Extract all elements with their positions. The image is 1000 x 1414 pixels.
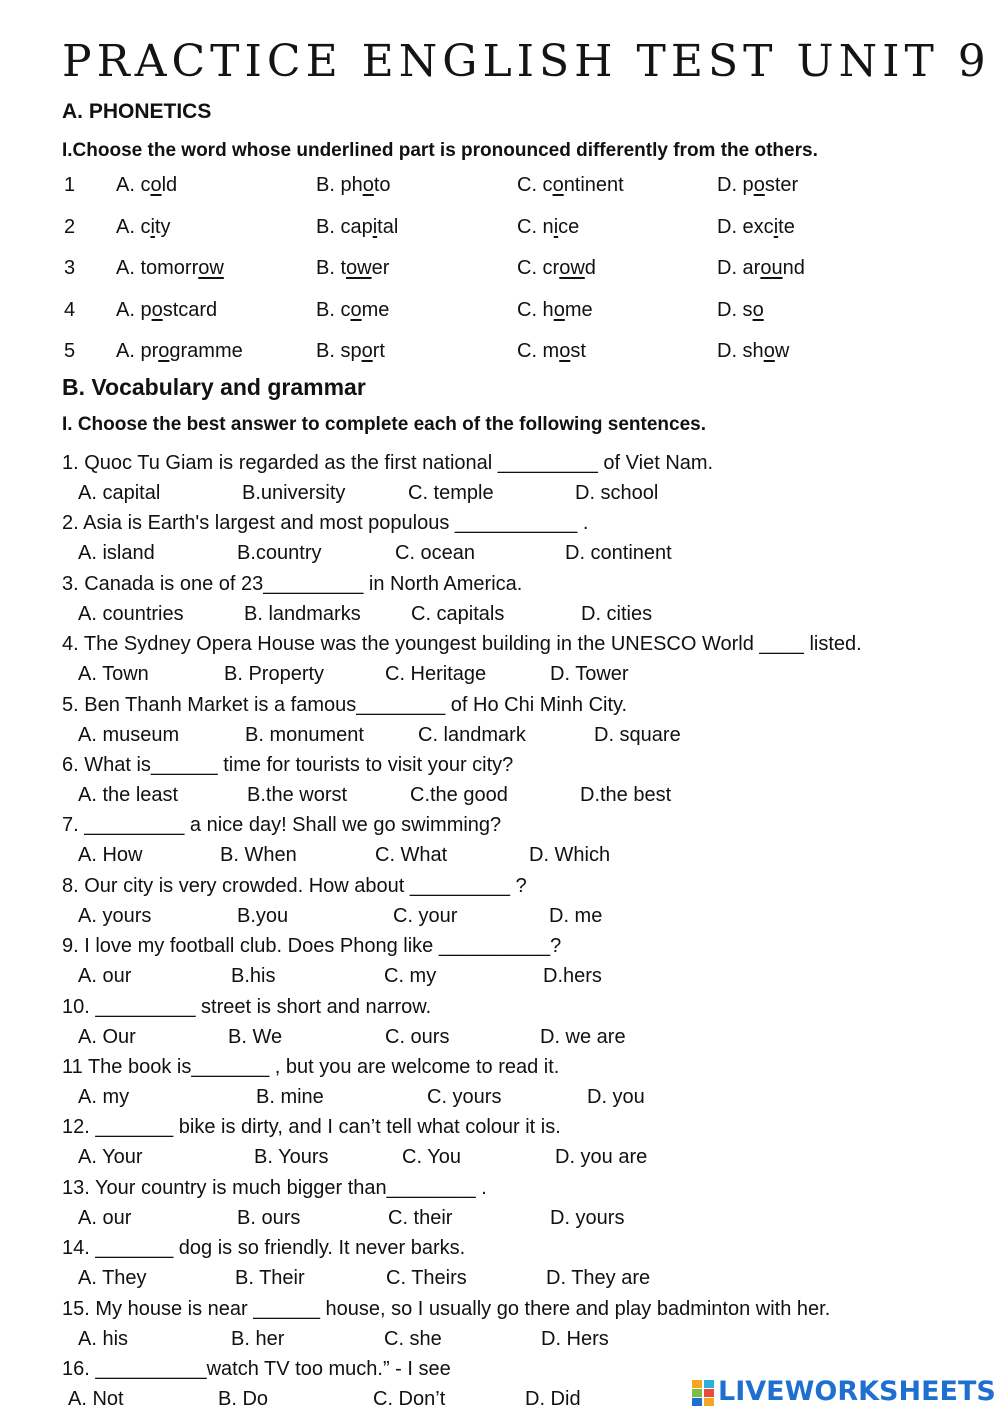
underlined-sound: o <box>350 298 362 321</box>
answer-options <box>78 903 978 929</box>
answer-option[interactable]: B. Property <box>224 663 325 686</box>
underlined-sound: i <box>150 215 155 238</box>
answer-option[interactable]: B. When <box>220 844 297 867</box>
answer-option[interactable]: A. island <box>78 542 155 565</box>
answer-options <box>78 601 978 627</box>
answer-option[interactable]: C. Heritage <box>385 663 487 686</box>
section-a-heading: A. PHONETICS <box>62 100 212 123</box>
answer-options <box>78 480 978 506</box>
phonetics-option: D. so <box>717 298 764 321</box>
underlined-sound: ow <box>198 257 224 279</box>
answer-option[interactable]: D. Tower <box>550 663 629 686</box>
answer-options <box>78 1205 978 1231</box>
underlined-sound: ow <box>559 257 585 279</box>
phonetics-option: C. most <box>517 340 586 362</box>
answer-option[interactable]: C. my <box>384 965 437 988</box>
underlined-sound: i <box>553 215 559 238</box>
answer-option[interactable]: B. her <box>231 1327 285 1350</box>
answer-option[interactable]: D. yours <box>550 1206 625 1229</box>
answer-option[interactable]: A. our <box>78 1206 132 1229</box>
phonetics-option: A. cold <box>116 174 178 196</box>
underlined-sound: o <box>158 340 170 362</box>
answer-options <box>78 1326 978 1352</box>
answer-option[interactable]: C. What <box>375 844 448 867</box>
answer-option[interactable]: A. yours <box>78 904 152 927</box>
phonetics-option: B. tower <box>316 257 390 279</box>
phonetics-option: C. continent <box>517 174 624 196</box>
question-text: 15. My house is near ______ house, so I usually go there and play badminton with her. <box>62 1297 831 1320</box>
question-text: 16. __________watch TV too much.” - I see <box>62 1358 451 1380</box>
answer-option[interactable]: D. school <box>575 482 659 504</box>
section-b-instruction: I. Choose the best answer to complete each of the following sentences. <box>62 414 707 435</box>
answer-option[interactable]: D. you <box>587 1086 645 1108</box>
underlined-sound: o <box>362 174 374 196</box>
question-text: 6. What is______ time for tourists to visit your city? <box>62 754 514 776</box>
phonetics-row-number: 2 <box>64 215 76 238</box>
answer-options <box>78 1084 978 1110</box>
answer-option[interactable]: A. How <box>78 844 143 867</box>
answer-option[interactable]: C. landmark <box>418 723 526 746</box>
phonetics-option: B. capital <box>316 215 399 238</box>
question-text: 4. The Sydney Opera House was the youngest building in the UNESCO World ____ listed. <box>62 633 862 656</box>
phonetics-option: A. city <box>116 215 171 238</box>
phonetics-row-number: 5 <box>64 340 76 362</box>
question-text: 14. _______ dog is so friendly. It never barks. <box>62 1237 466 1260</box>
question-text: 3. Canada is one of 23_________ in North America. <box>62 572 523 595</box>
phonetics-option: B. photo <box>316 174 391 196</box>
answer-option[interactable]: D. Which <box>529 844 611 867</box>
answer-option[interactable]: B. We <box>228 1025 283 1048</box>
answer-options <box>78 842 978 868</box>
underlined-sound: o <box>151 298 163 321</box>
answer-option[interactable]: B.country <box>237 542 322 565</box>
answer-option[interactable]: A. Not <box>68 1388 124 1410</box>
question-text: 10. _________ street is short and narrow. <box>62 995 432 1018</box>
page-title: PRACTICE ENGLISH TEST UNIT 9 <box>62 36 991 87</box>
question-text: 2. Asia is Earth's largest and most populous ___________ . <box>62 512 589 535</box>
section-b-heading: B. Vocabulary and grammar <box>62 374 366 400</box>
liveworksheets-logo-icon <box>692 1380 714 1406</box>
answer-option[interactable]: B.his <box>231 965 276 988</box>
answer-options <box>78 1144 978 1170</box>
underlined-sound: o <box>553 298 565 321</box>
answer-options <box>78 963 978 989</box>
liveworksheets-logo-text: LIVEWORKSHEETS <box>718 1376 996 1407</box>
answer-option[interactable]: B.university <box>242 482 346 504</box>
answer-option[interactable]: C. capitals <box>411 602 505 625</box>
answer-options <box>78 1024 978 1050</box>
answer-option[interactable]: C. temple <box>408 482 494 504</box>
question-text: 1. Quoc Tu Giam is regarded as the first national _________ of Viet Nam. <box>62 452 714 474</box>
answer-options <box>78 540 978 566</box>
answer-option[interactable]: B. Yours <box>254 1146 329 1169</box>
answer-option[interactable]: C. You <box>402 1146 461 1169</box>
answer-option[interactable]: C. their <box>388 1206 453 1229</box>
answer-option[interactable]: A. They <box>78 1267 147 1290</box>
phonetics-option: C. home <box>517 298 593 321</box>
underlined-sound: o <box>559 340 571 362</box>
answer-option[interactable]: B. Their <box>235 1267 305 1290</box>
answer-option[interactable]: A. Your <box>78 1146 143 1169</box>
answer-option[interactable]: C. your <box>393 904 458 927</box>
phonetics-option: A. tomorrow <box>116 257 224 279</box>
question-text: 7. _________ a nice day! Shall we go swimming? <box>62 814 502 837</box>
phonetics-option: B. come <box>316 298 390 321</box>
answer-option[interactable]: C. Don’t <box>373 1388 446 1410</box>
answer-option[interactable]: A. Our <box>78 1025 136 1048</box>
answer-option[interactable]: D. Hers <box>541 1327 609 1350</box>
answer-option[interactable]: D.hers <box>543 965 602 988</box>
answer-option[interactable]: C. yours <box>427 1086 502 1108</box>
underlined-sound: o <box>552 174 564 196</box>
answer-option[interactable]: B. monument <box>245 723 364 746</box>
answer-option[interactable]: D. cities <box>581 602 653 625</box>
answer-option[interactable]: D. Did <box>525 1388 581 1410</box>
underlined-sound: o <box>752 298 764 321</box>
underlined-sound: o <box>763 340 775 362</box>
answer-option[interactable]: B. ours <box>237 1206 301 1229</box>
answer-option[interactable]: A. capital <box>78 482 161 504</box>
question-text: 11 The book is_______ , but you are welcome to read it. <box>62 1056 560 1078</box>
answer-option[interactable]: D. you are <box>555 1146 648 1169</box>
answer-option[interactable]: D. continent <box>565 542 672 565</box>
underlined-sound: o <box>753 174 765 196</box>
phonetics-option: D. show <box>717 340 790 362</box>
phonetics-option: D. around <box>717 257 805 279</box>
answer-option[interactable]: B.the worst <box>247 784 348 806</box>
underlined-sound: ou <box>760 257 783 279</box>
phonetics-row-number: 4 <box>64 298 76 321</box>
answer-option[interactable]: B. mine <box>256 1086 324 1108</box>
answer-option[interactable]: A. his <box>78 1327 129 1350</box>
question-text: 12. _______ bike is dirty, and I can’t tell what colour it is. <box>62 1116 561 1139</box>
answer-option[interactable]: B. landmarks <box>244 602 361 625</box>
answer-option[interactable]: C. ours <box>385 1025 450 1048</box>
answer-option[interactable]: D. me <box>549 904 603 927</box>
answer-options <box>78 661 978 687</box>
answer-option[interactable]: C. she <box>384 1327 442 1350</box>
question-text: 9. I love my football club. Does Phong like __________? <box>62 935 562 958</box>
phonetics-option: C. crowd <box>517 257 596 279</box>
answer-option[interactable]: D. They are <box>546 1267 651 1290</box>
underlined-sound: ow <box>346 257 372 279</box>
answer-option[interactable]: C. Theirs <box>386 1267 467 1290</box>
question-text: 13. Your country is much bigger than________ . <box>62 1176 487 1199</box>
underlined-sound: o <box>150 174 162 196</box>
answer-option[interactable]: A. the least <box>78 784 179 806</box>
underlined-sound: i <box>372 215 378 238</box>
answer-options <box>78 1265 978 1291</box>
answer-option[interactable]: A. museum <box>78 723 180 746</box>
phonetics-row-number: 3 <box>64 257 76 279</box>
answer-option[interactable]: A. countries <box>78 602 184 625</box>
answer-option[interactable]: B.you <box>237 904 289 927</box>
phonetics-option: B. sport <box>316 340 385 362</box>
answer-option[interactable]: A. Town <box>78 663 149 686</box>
question-text: 8. Our city is very crowded. How about _________ ? <box>62 874 527 897</box>
answer-option[interactable]: A. my <box>78 1086 130 1108</box>
answer-option[interactable]: D.the best <box>580 784 672 806</box>
phonetics-option: A. programme <box>116 340 243 362</box>
answer-option[interactable]: D. square <box>594 723 681 746</box>
phonetics-option: C. nice <box>517 215 580 238</box>
section-a-instruction: I.Choose the word whose underlined part is pronounced differently from the others. <box>62 140 818 161</box>
answer-option[interactable]: C.the good <box>410 784 508 806</box>
answer-option[interactable]: A. our <box>78 965 132 988</box>
answer-option[interactable]: B. Do <box>218 1388 269 1410</box>
phonetics-option: D. excite <box>717 215 795 238</box>
underlined-sound: o <box>361 340 373 362</box>
answer-options <box>78 722 978 748</box>
answer-option[interactable]: C. ocean <box>395 542 476 565</box>
underlined-sound: i <box>773 215 779 238</box>
answer-options <box>78 782 978 808</box>
phonetics-option: D. poster <box>717 174 799 196</box>
phonetics-row-number: 1 <box>64 174 76 196</box>
phonetics-option: A. postcard <box>116 298 218 321</box>
question-text: 5. Ben Thanh Market is a famous________ of Ho Chi Minh City. <box>62 693 628 716</box>
answer-option[interactable]: D. we are <box>540 1025 626 1048</box>
